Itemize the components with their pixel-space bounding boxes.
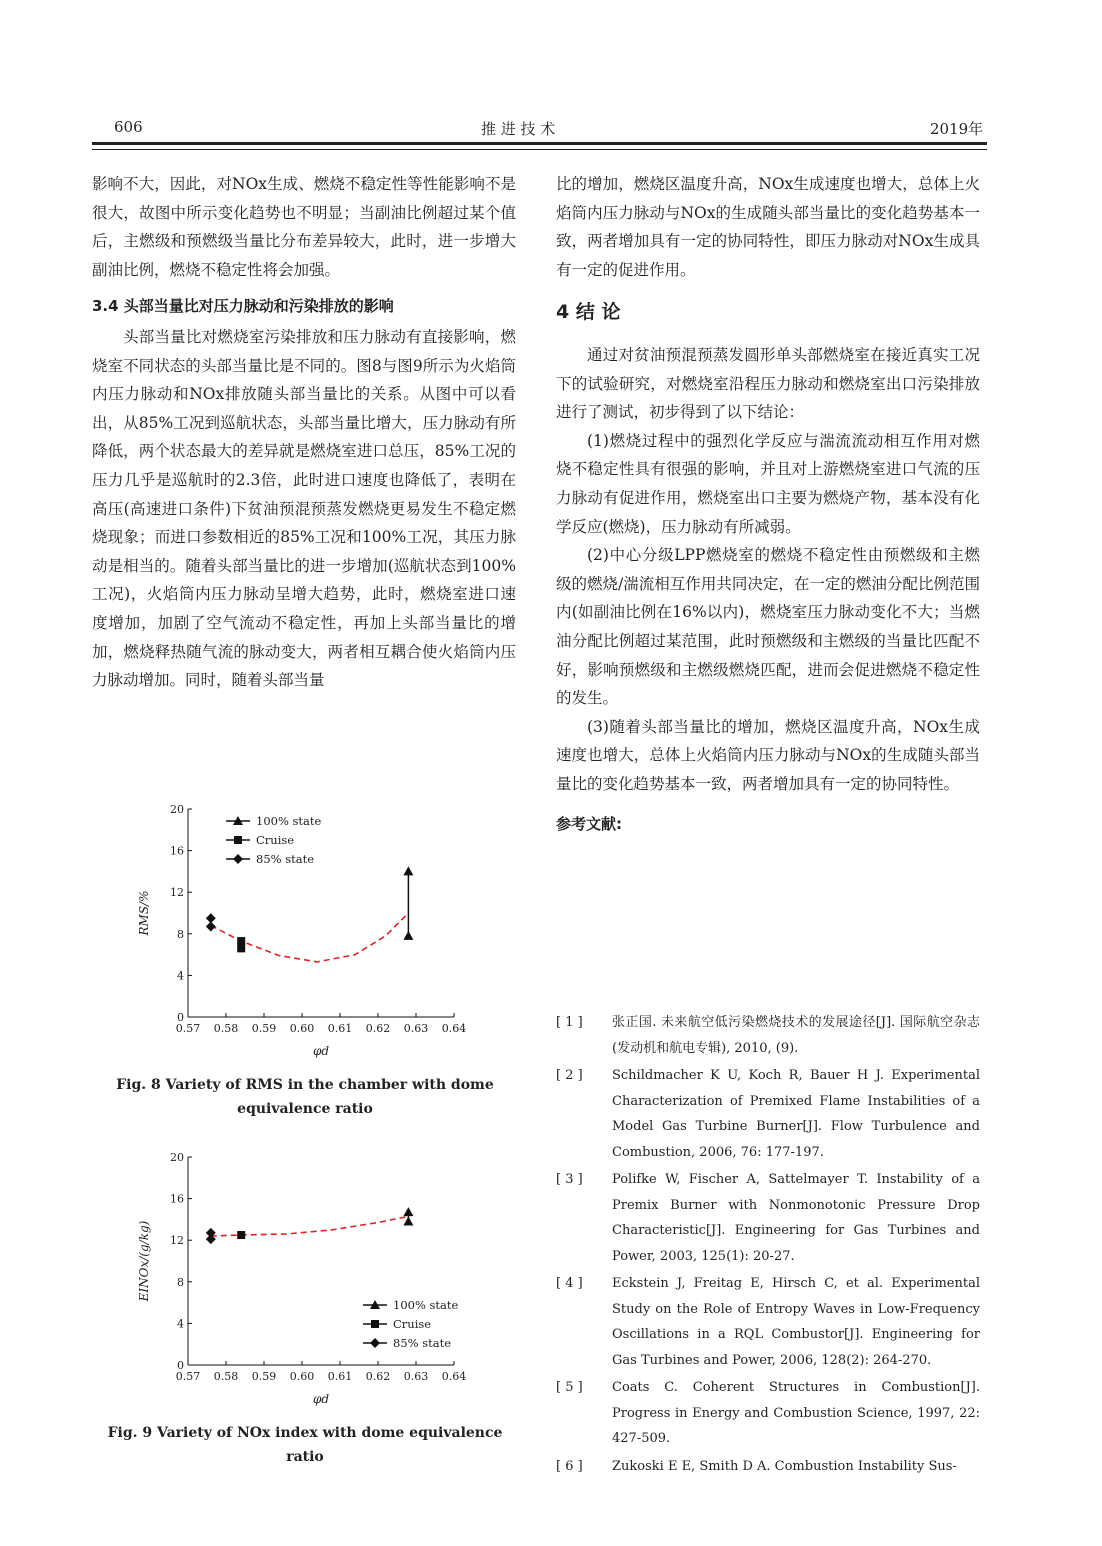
- paragraph: (2)中心分级LPP燃烧室的燃烧不稳定性由预燃级和主燃级的燃烧/湍流相互作用共同决定，在一定的燃油分配比例范围内(如副油比例在16%以内)，燃烧室压力脉动变化不大；当燃油分配比例超过某范围，此时预燃级和主燃级的当量比匹配不好，影响预燃级和主燃级燃烧匹配，进而会促进燃烧不稳定性的发生。: [556, 546, 980, 708]
- y-tick-label: 12: [170, 886, 184, 900]
- paragraph: 头部当量比对燃烧室污染排放和压力脉动有直接影响，燃烧室不同状态的头部当量比是不同的。图8与图9所示为火焰筒内压力脉动和NOx排放随头部当量比的关系。从图中可以看出，从85%工况到巡航状态，头部当量比增大，压力脉动有所降低，两个状态最大的差异就是燃烧室进口总压，85%工况的压力几乎是巡航时的2.3倍，此时进口速度也降低了，表明在高压(高速进口条件)下贫油预混预蒸发燃烧更易发生不稳定燃烧现象；而进口参数相近的85%工况和100%工况，其压力脉动是相当的。随着头部当量比的进一步增加(巡航状态到100%工况)，火焰筒内压力脉动呈增大趋势，此时，燃烧室进口速度增加，加剧了空气流动不稳定性，再加上头部当量比的增加，燃烧释热随气流的脉动变大，两者相互耦合使火焰筒内压力脉动增加。同时，随着头部当量: [92, 327, 516, 690]
- square-marker: [234, 836, 242, 844]
- y-tick-label: 12: [170, 1234, 184, 1248]
- y-tick-label: 8: [177, 1275, 184, 1289]
- legend-label: Cruise: [256, 833, 295, 847]
- x-tick-label: 0.64: [441, 1370, 467, 1383]
- square-marker: [237, 944, 245, 952]
- header-rule-thick: [92, 142, 987, 145]
- section-title: 4 结 论: [556, 301, 621, 324]
- diamond-marker: [370, 1338, 380, 1348]
- x-tick-label: 0.58: [213, 1022, 239, 1035]
- section-title: 3.4 头部当量比对压力脉动和污染排放的影响: [92, 297, 394, 316]
- triangle-marker: [403, 866, 413, 875]
- y-tick-label: 16: [170, 1192, 184, 1206]
- x-tick-label: 0.60: [289, 1370, 315, 1383]
- square-marker: [237, 937, 245, 945]
- figure-8-chart: [120, 795, 490, 1070]
- ref-text: Zukoski E E, Smith D A. Combustion Instability Sus-: [612, 1458, 957, 1474]
- y-tick-label: 0: [177, 1011, 184, 1024]
- reference-item: [556, 1375, 980, 1452]
- journal-name: 推 进 技 术: [481, 120, 556, 138]
- reference-item: [556, 1010, 980, 1061]
- paragraph: 通过对贫油预混预蒸发圆形单头部燃烧室在接近真实工况下的试验研究，对燃烧室沿程压力脉动和燃烧室出口污染排放进行了测试，初步得到了以下结论：: [556, 345, 980, 422]
- y-tick-label: 4: [177, 969, 184, 983]
- reference-item: [556, 1063, 980, 1165]
- ref-text: Coats C. Coherent Structures in Combustion[J]. Progress in Energy and Combustion Science, 1997, 22: 427-509.: [612, 1380, 980, 1446]
- triangle-marker: [403, 1207, 413, 1216]
- ref-number: [ 2 ]: [556, 1068, 583, 1083]
- y-tick-label: 4: [177, 1317, 184, 1331]
- y-tick-label: 8: [177, 927, 184, 941]
- ref-number: [ 1 ]: [556, 1015, 583, 1030]
- header-rule-thin: [92, 149, 987, 150]
- x-tick-label: 0.58: [213, 1370, 239, 1383]
- square-marker: [237, 1231, 245, 1239]
- reference-item: [556, 1271, 980, 1373]
- legend-label: 100% state: [256, 814, 322, 828]
- x-axis-label: φd: [312, 1392, 330, 1406]
- paragraph: 影响不大，因此，对NOx生成、燃烧不稳定性等性能影响不是很大，故图中所示变化趋势也不明显；当副油比例超过某个值后，主燃级和预燃级当量比分布差异较大，此时，进一步增大副油比例，燃烧不稳定性将会加强。: [92, 175, 516, 279]
- legend-label: 85% state: [393, 1336, 452, 1350]
- diamond-marker: [206, 922, 216, 932]
- ref-text: Polifke W, Fischer A, Sattelmayer T. Instability of a Premix Burner with Nonmonotonic Pressure Drop Characteristic[J]. Engineering for Gas Turbines and Power, 2003, 125(1): 20-27.: [612, 1172, 980, 1264]
- figure-9-chart: [120, 1143, 490, 1418]
- y-tick-label: 20: [170, 1151, 184, 1164]
- x-tick-label: 0.62: [365, 1022, 391, 1035]
- x-tick-label: 0.63: [403, 1370, 429, 1383]
- y-tick-label: 0: [177, 1359, 184, 1372]
- x-tick-label: 0.61: [327, 1022, 353, 1035]
- legend-label: Cruise: [393, 1317, 432, 1331]
- legend-label: 85% state: [256, 852, 315, 866]
- page-number: 606: [114, 118, 143, 136]
- references-title: 参考文献:: [556, 815, 622, 834]
- y-axis-label: RMS/%: [137, 890, 151, 936]
- x-tick-label: 0.57: [175, 1022, 201, 1035]
- ref-text: Eckstein J, Freitag E, Hirsch C, et al. Experimental Study on the Role of Entropy Waves in Low-Frequency Oscillations in a RQL Combustor[J]. Engineering for Gas Turbines and Power, 2006, 128(2): 264-270.: [612, 1276, 980, 1368]
- paragraph: 比的增加，燃烧区温度升高，NOx生成速度也增大，总体上火焰筒内压力脉动与NOx的生成随头部当量比的变化趋势基本一致，两者增加具有一定的协同特性，即压力脉动对NOx生成具有一定的促进作用。: [556, 175, 980, 279]
- ref-number: [ 6 ]: [556, 1458, 583, 1474]
- y-tick-label: 16: [170, 844, 184, 858]
- paragraph: (3)随着头部当量比的增加，燃烧区温度升高，NOx生成速度也增大，总体上火焰筒内压力脉动与NOx的生成随头部当量比的变化趋势基本一致，两者增加具有一定的协同特性。: [556, 717, 980, 793]
- x-tick-label: 0.62: [365, 1370, 391, 1383]
- ref-text: Schildmacher K U, Koch R, Bauer H J. Experimental Characterization of Premixed Flame Instabilities of a Model Gas Turbine Burner[J]. Flow Turbulence and Combustion, 2006, 76: 177-197.: [612, 1068, 980, 1160]
- figure-9-caption: Fig. 9 Variety of NOx index with dome equivalence ratio: [107, 1425, 503, 1465]
- x-tick-label: 0.59: [251, 1370, 277, 1383]
- x-tick-label: 0.64: [441, 1022, 467, 1035]
- ref-text: 张正国. 未来航空低污染燃烧技术的发展途径[J]. 国际航空杂志(发动机和航电专辑), 2010, (9).: [612, 1015, 980, 1056]
- ref-number: [ 3 ]: [556, 1172, 583, 1187]
- reference-item: [556, 1167, 980, 1269]
- x-tick-label: 0.57: [175, 1370, 201, 1383]
- right-column: [556, 170, 980, 839]
- reference-item: [556, 1454, 980, 1480]
- reference-list: [556, 1010, 980, 1481]
- ref-number: [ 4 ]: [556, 1276, 583, 1291]
- left-column: [92, 170, 516, 695]
- y-axis-label: EINOx/(g/kg): [137, 1220, 151, 1302]
- paragraph: (1)燃烧过程中的强烈化学反应与湍流流动相互作用对燃烧不稳定性具有很强的影响，并且对上游燃烧室进口气流的压力脉动有促进作用，燃烧室出口主要为燃烧产物，基本没有化学反应(燃烧)，压力脉动有所减弱。: [556, 431, 980, 536]
- ref-number: [ 5 ]: [556, 1380, 583, 1395]
- year: 2019年: [930, 120, 984, 138]
- y-tick-label: 20: [170, 803, 184, 816]
- x-tick-label: 0.59: [251, 1022, 277, 1035]
- triangle-marker: [403, 931, 413, 940]
- legend-label: 100% state: [393, 1298, 459, 1312]
- x-tick-label: 0.63: [403, 1022, 429, 1035]
- x-tick-label: 0.61: [327, 1370, 353, 1383]
- x-tick-label: 0.60: [289, 1022, 315, 1035]
- diamond-marker: [233, 854, 243, 864]
- square-marker: [371, 1320, 379, 1328]
- figure-8-caption: Fig. 8 Variety of RMS in the chamber with dome equivalence ratio: [116, 1077, 494, 1117]
- x-axis-label: φd: [312, 1044, 330, 1058]
